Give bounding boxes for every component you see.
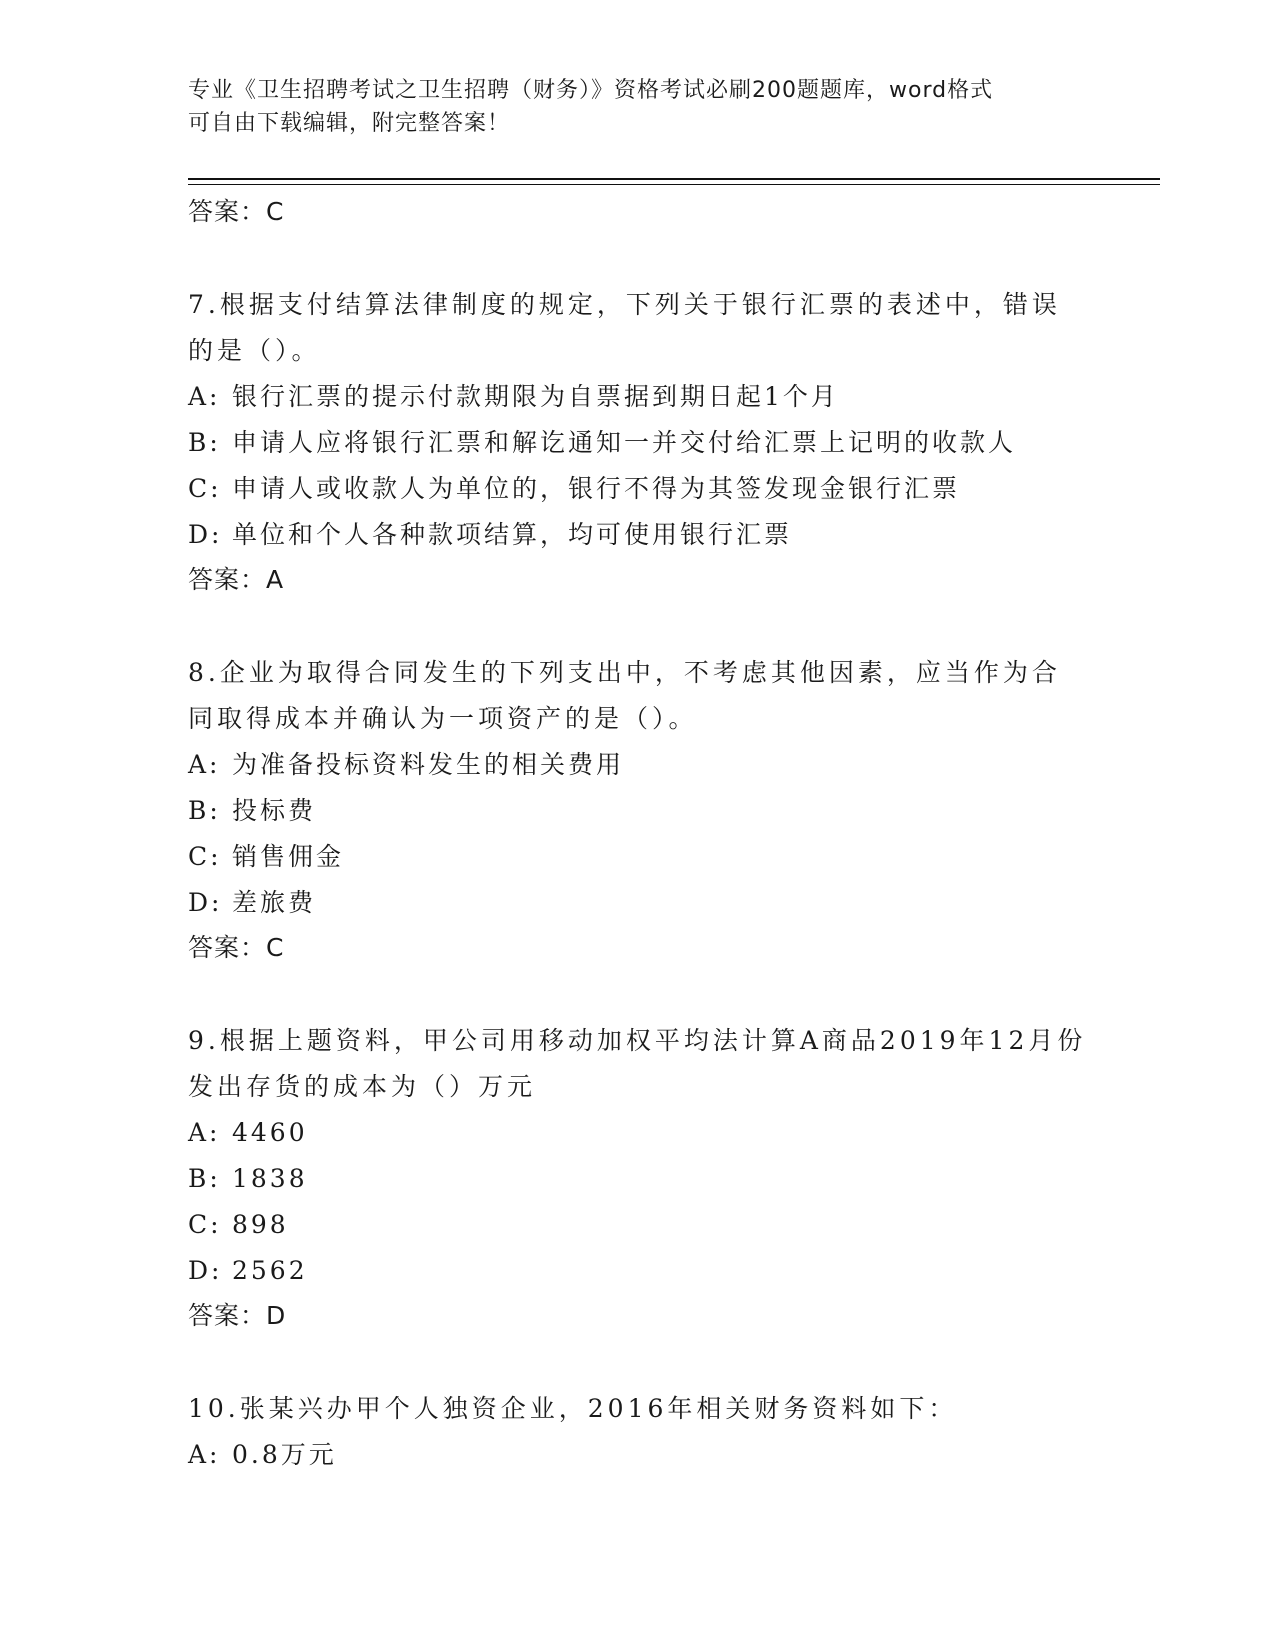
header-rule-thin [188, 184, 1160, 185]
answer-option [188, 466, 1088, 512]
option-letter: D: [188, 520, 223, 549]
option-text: 1838 [232, 1164, 308, 1193]
answer-option [188, 742, 1088, 788]
answer-option [188, 788, 1088, 834]
question-stem: 8.企业为取得合同发生的下列支出中，不考虑其他因素，应当作为合同取得成本并确认为一项资产的是（）。 [188, 658, 1061, 733]
header-line-1: 专业《卫生招聘考试之卫生招聘（财务）》资格考试必刷200题题库，word格式 [188, 78, 994, 103]
option-text: 2562 [232, 1256, 308, 1285]
option-letter: A: [188, 1118, 221, 1147]
option-text: 销售佣金 [232, 842, 345, 871]
option-letter: A: [188, 382, 221, 411]
answer-option [188, 512, 1088, 558]
question-stem: 7.根据支付结算法律制度的规定，下列关于银行汇票的表述中，错误的是（）。 [188, 290, 1061, 365]
answer-line: 答案：C [188, 933, 285, 962]
option-text: 4460 [232, 1118, 308, 1147]
answer-option [188, 1202, 1088, 1248]
questions-container [188, 282, 1088, 1478]
previous-answer: 答案：C [188, 197, 285, 226]
answer-option [188, 880, 1088, 926]
option-text: 投标费 [232, 796, 317, 825]
option-text: 申请人或收款人为单位的，银行不得为其签发现金银行汇票 [232, 474, 961, 503]
answer-option [188, 1156, 1088, 1202]
option-letter: C: [188, 474, 222, 503]
option-letter: D: [188, 1256, 223, 1285]
answer-option [188, 374, 1088, 420]
question-block [188, 1386, 1088, 1478]
question-stem: 9.根据上题资料，甲公司用移动加权平均法计算A商品2019年12月份发出存货的成本为（）万元 [188, 1026, 1087, 1101]
option-letter: D: [188, 888, 223, 917]
option-text: 申请人应将银行汇票和解讫通知一并交付给汇票上记明的收款人 [232, 428, 1017, 457]
question-list [188, 190, 1088, 1526]
option-letter: B: [188, 428, 221, 457]
header-line-2: 可自由下载编辑，附完整答案！ [188, 111, 511, 136]
option-text: 单位和个人各种款项结算，均可使用银行汇票 [232, 520, 793, 549]
answer-option [188, 834, 1088, 880]
question-block [188, 282, 1088, 602]
answer-line: 答案：D [188, 1301, 287, 1330]
question-stem: 10.张某兴办甲个人独资企业，2016年相关财务资料如下： [188, 1394, 958, 1423]
answer-line: 答案：A [188, 565, 285, 594]
option-letter: B: [188, 1164, 221, 1193]
option-letter: A: [188, 750, 221, 779]
option-text: 为准备投标资料发生的相关费用 [232, 750, 625, 779]
answer-option [188, 420, 1088, 466]
option-letter: C: [188, 842, 222, 871]
option-text: 差旅费 [232, 888, 317, 917]
option-letter: B: [188, 796, 221, 825]
question-block [188, 650, 1088, 970]
option-text: 银行汇票的提示付款期限为自票据到期日起1个月 [232, 382, 839, 411]
answer-option [188, 1248, 1088, 1294]
question-block [188, 1018, 1088, 1338]
option-text: 898 [232, 1210, 289, 1239]
answer-option [188, 1110, 1088, 1156]
document-header [188, 74, 1068, 140]
option-letter: C: [188, 1210, 222, 1239]
answer-option [188, 1432, 1088, 1478]
header-rule-thick [188, 178, 1160, 180]
option-letter: A: [188, 1440, 221, 1469]
option-text: 0.8万元 [232, 1440, 337, 1469]
